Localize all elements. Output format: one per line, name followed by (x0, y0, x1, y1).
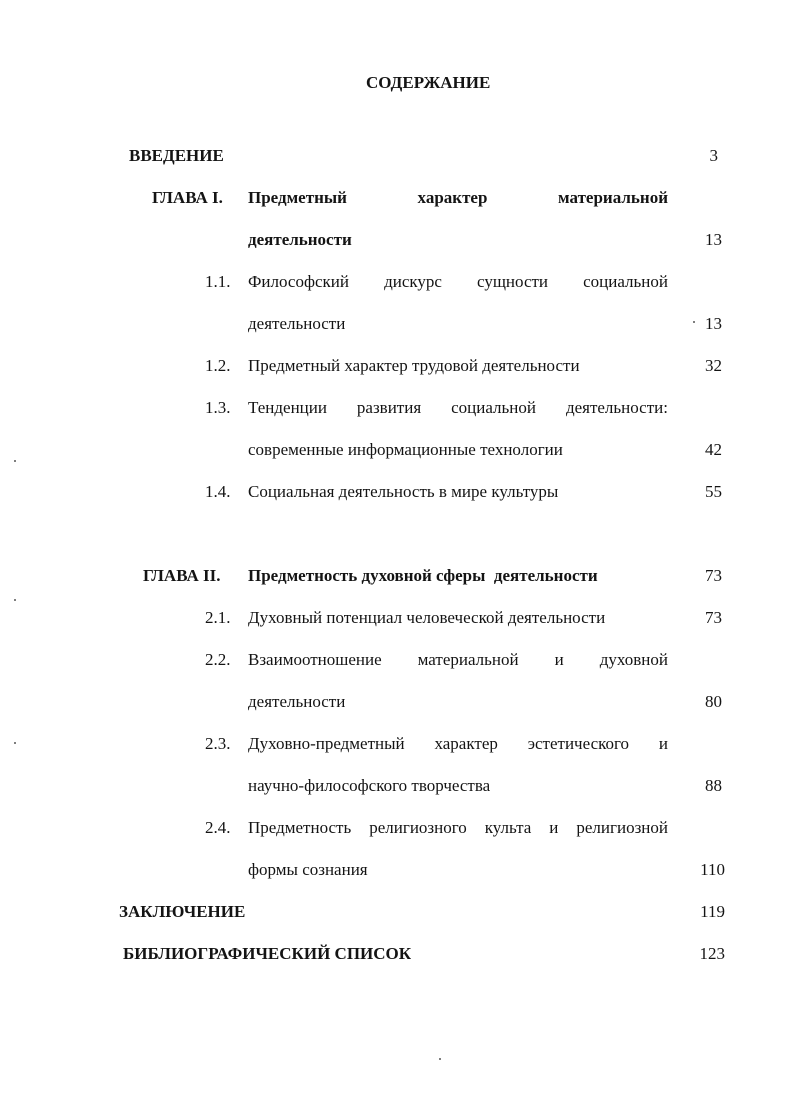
section-title: Духовный потенциал человеческой деятельности (248, 608, 606, 627)
section-page: 55 (705, 482, 722, 501)
section-number: 2.3. (205, 734, 231, 753)
section-number: 2.2. (205, 650, 231, 669)
scan-speck (439, 1058, 441, 1060)
section-title-word: Философский (248, 272, 349, 291)
section-title-cont: деятельности (248, 692, 346, 711)
chapter1-page: 13 (705, 230, 722, 249)
chapter1-title-cont: деятельности (248, 230, 352, 249)
section-title (248, 650, 668, 670)
chapter2-label: ГЛАВА II. (143, 566, 221, 585)
section-title-word: духовной (599, 650, 668, 669)
section-title-word: и (549, 818, 559, 837)
chapter1-title-word: Предметный (248, 188, 347, 207)
section-title-word: и (554, 650, 564, 669)
section-number: 1.3. (205, 398, 231, 417)
section-title-word: социальной (583, 272, 668, 291)
scan-speck (14, 742, 16, 744)
page-title: СОДЕРЖАНИЕ (366, 73, 491, 92)
section-title-word: Предметность (248, 818, 352, 837)
section-title-word: Тенденции (248, 398, 327, 417)
section-title-word: религиозной (576, 818, 668, 837)
scan-speck (14, 599, 16, 601)
section-title: Социальная деятельность в мире культуры (248, 482, 559, 501)
section-page: 13 (705, 314, 722, 333)
chapter1-title (248, 188, 668, 208)
section-number: 1.1. (205, 272, 231, 291)
section-title-word: Взаимоотношение (248, 650, 382, 669)
section-title-word: сущности (477, 272, 549, 291)
section-title: Предметный характер трудовой деятельности (248, 356, 580, 375)
section-title (248, 734, 668, 754)
section-page: 110 (700, 860, 725, 879)
section-number: 1.4. (205, 482, 231, 501)
section-title-word: и (658, 734, 668, 753)
scan-speck (693, 321, 695, 323)
intro-label: ВВЕДЕНИЕ (129, 146, 224, 165)
section-number: 2.4. (205, 818, 231, 837)
intro-page: 3 (709, 146, 718, 165)
section-title-word: религиозного (369, 818, 467, 837)
section-number: 1.2. (205, 356, 231, 375)
section-title-cont: современные информационные технологии (248, 440, 563, 459)
scan-speck (14, 460, 16, 462)
chapter2-title: Предметность духовной сферы деятельности (248, 566, 598, 585)
chapter1-label: ГЛАВА I. (152, 188, 223, 207)
section-title-cont: деятельности (248, 314, 346, 333)
section-title-word: материальной (417, 650, 519, 669)
bibliography-label: БИБЛИОГРАФИЧЕСКИЙ СПИСОК (123, 944, 412, 963)
conclusion-label: ЗАКЛЮЧЕНИЕ (119, 902, 246, 921)
section-title-word: дискурс (384, 272, 442, 291)
chapter1-title-word: характер (417, 188, 488, 207)
section-title-word: характер (434, 734, 498, 753)
bibliography-page: 123 (699, 944, 725, 963)
section-title (248, 818, 668, 838)
section-number: 2.1. (205, 608, 231, 627)
section-title-cont: формы сознания (248, 860, 368, 879)
section-title (248, 272, 668, 292)
section-title-word: культа (484, 818, 532, 837)
section-title-word: деятельности: (565, 398, 668, 417)
section-page: 32 (705, 356, 722, 375)
section-title (248, 398, 668, 418)
section-title-cont: научно-философского творчества (248, 776, 491, 795)
section-title-word: развития (356, 398, 422, 417)
section-title-word: социальной (451, 398, 536, 417)
chapter2-page: 73 (705, 566, 722, 585)
section-title-word: эстетического (527, 734, 630, 753)
chapter1-title-word: материальной (558, 188, 668, 207)
section-page: 88 (705, 776, 722, 795)
section-page: 80 (705, 692, 722, 711)
section-page: 73 (705, 608, 722, 627)
section-title-word: Духовно-предметный (248, 734, 405, 753)
conclusion-page: 119 (700, 902, 725, 921)
section-page: 42 (705, 440, 722, 459)
